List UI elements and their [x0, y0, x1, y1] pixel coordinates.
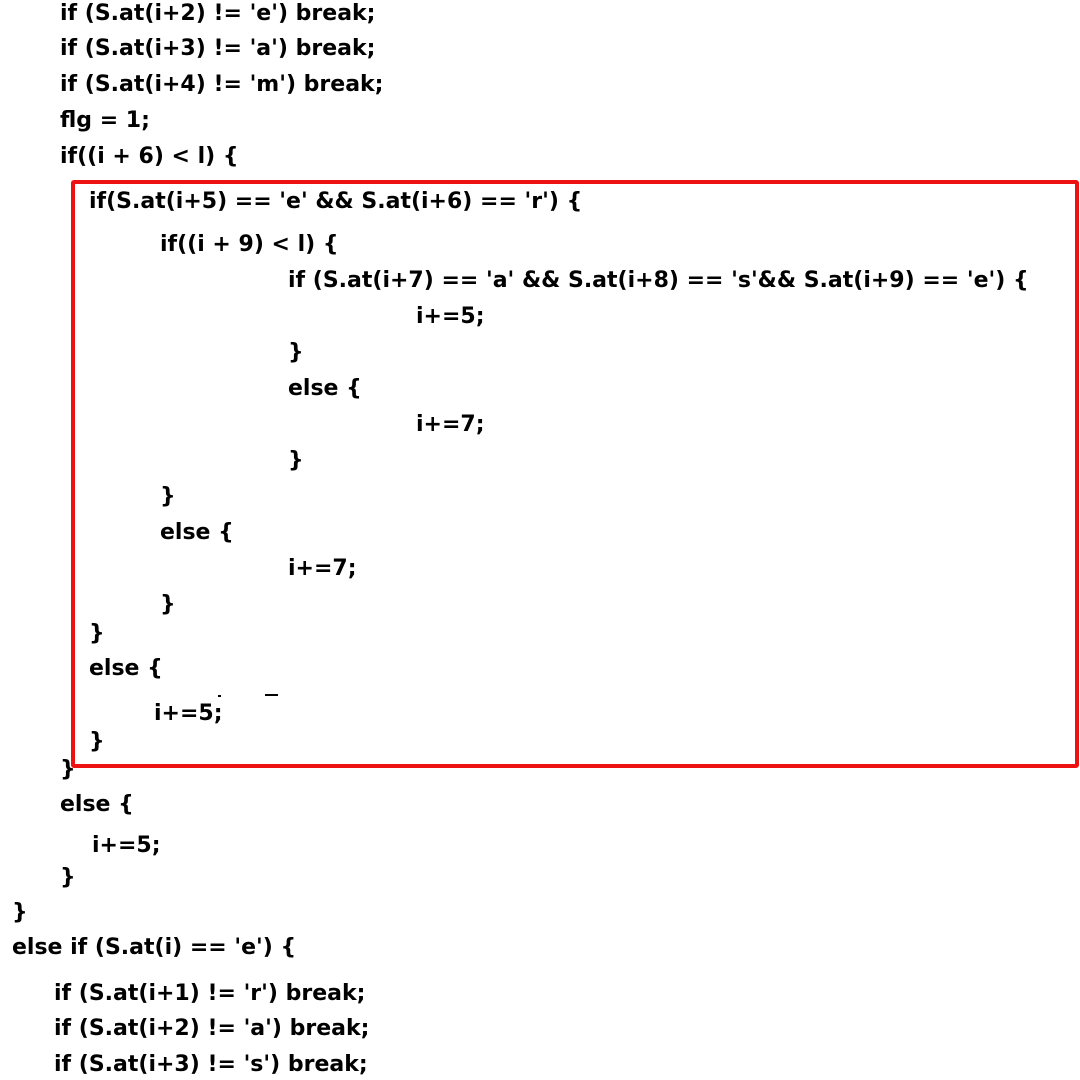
code-line: if (S.at(i+4) != 'm') break; [60, 72, 384, 97]
code-line: flg = 1; [60, 108, 150, 133]
code-line: i+=7; [416, 412, 485, 437]
code-line: } [89, 621, 105, 646]
code-line: if(S.at(i+5) == 'e' && S.at(i+6) == 'r') { [89, 189, 583, 214]
code-line: if (S.at(i+3) != 'a') break; [60, 36, 376, 61]
code-line: else { [89, 656, 163, 681]
code-line: if((i + 9) < l) { [160, 232, 339, 257]
code-line: else { [60, 792, 134, 817]
stray-mark [265, 694, 278, 696]
code-line: else if (S.at(i) == 'e') { [12, 935, 297, 960]
code-line: } [89, 729, 105, 754]
code-line: if (S.at(i+3) != 's') break; [54, 1052, 368, 1077]
code-line: else { [160, 520, 234, 545]
code-line: } [160, 484, 176, 509]
code-line: } [160, 592, 176, 617]
code-line: i+=5; [154, 701, 223, 726]
code-line: i+=5; [92, 833, 161, 858]
code-line: if((i + 6) < l) { [60, 144, 239, 169]
code-line: i+=5; [416, 304, 485, 329]
code-line: } [288, 448, 304, 473]
code-line: } [60, 757, 76, 782]
code-line: } [288, 340, 304, 365]
code-line: if (S.at(i+1) != 'r') break; [54, 981, 366, 1006]
code-line: if (S.at(i+2) != 'e') break; [60, 1, 376, 26]
code-line: if (S.at(i+7) == 'a' && S.at(i+8) == 's'&& S.at(i+9) == 'e') { [288, 268, 1029, 293]
code-line: if (S.at(i+2) != 'a') break; [54, 1016, 370, 1041]
code-line: i+=7; [288, 556, 357, 581]
code-line: } [12, 900, 28, 925]
code-line: else { [288, 376, 362, 401]
code-line: } [60, 865, 76, 890]
stray-mark [218, 695, 221, 697]
